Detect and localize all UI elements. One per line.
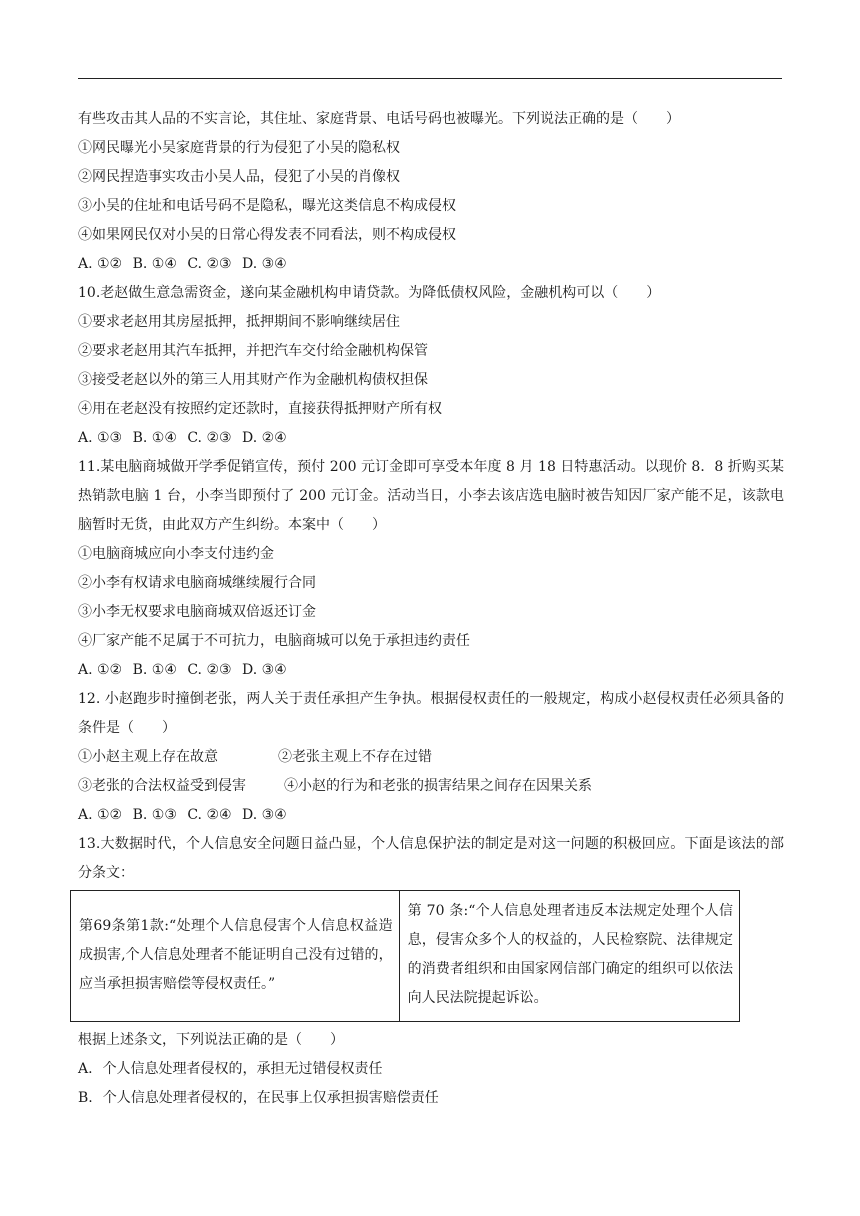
option-d: D. ②④ [242,430,287,446]
answer-options [78,801,784,830]
statement-row [78,743,784,772]
option-b: B. ①③ [132,807,177,823]
option-b: B. ①④ [132,662,177,678]
statement-item: ①网民曝光小吴家庭背景的行为侵犯了小吴的隐私权 [78,140,400,156]
question-12 [78,685,784,830]
statement-item: ①小赵主观上存在故意 [78,749,218,765]
question-stem: 有些攻击其人品的不实言论，其住址、家庭背景、电话号码也被曝光。下列说法正确的是（ ） [78,111,680,127]
law-articles-table [70,890,740,1022]
question-stem: 12. 小赵跑步时撞倒老张，两人关于责任承担产生争执。根据侵权责任的一般规定，构成小赵侵权责任必须具备的条件是（ ） [78,691,784,736]
option-b: B. ①④ [132,256,177,272]
answer-options [78,424,784,453]
statement-item: ④小赵的行为和老张的损害结果之间存在因果关系 [284,778,592,794]
question-stem: 10.老赵做生意急需资金，遂向某金融机构申请贷款。为降低债权风险，金融机构可以（ ） [78,285,661,301]
question-9 [78,105,784,279]
option-c: C. ②③ [187,256,232,272]
article-70-cell: 第 70 条:“个人信息处理者违反本法规定处理个人信息，侵害众多个人的权益的，人民检察院、法律规定的消费者组织和由国家网信部门确定的组织可以依法向人民法院提起诉讼。 [399,891,739,1022]
question-11 [78,453,784,685]
option-a: A. ①② [78,807,123,823]
article-69-cell: 第69条第1款:“处理个人信息侵害个人信息权益造成损害,个人信息处理者不能证明自己没有过错的，应当承担损害赔偿等侵权责任。” [71,891,400,1022]
statement-item: ③小吴的住址和电话号码不是隐私，曝光这类信息不构成侵权 [78,198,456,214]
question-stem: 13.大数据时代，个人信息安全问题日益凸显，个人信息保护法的制定是对这一问题的积极回应。下面是该法的部分条文： [78,836,784,881]
choice-label: A. [78,1061,93,1077]
choice-label: B. [78,1090,93,1106]
option-d: D. ③④ [242,256,287,272]
choice-a [78,1055,784,1084]
option-b: B. ①④ [132,430,177,446]
exam-page-content [78,105,784,1113]
choice-b [78,1084,784,1113]
option-d: D. ③④ [242,807,287,823]
table-row [71,891,740,1022]
statement-item: ②小李有权请求电脑商城继续履行合同 [78,575,316,591]
statement-item: ③接受老赵以外的第三人用其财产作为金融机构债权担保 [78,372,428,388]
header-rule [78,78,782,79]
option-a: A. ①② [78,256,123,272]
option-d: D. ③④ [242,662,287,678]
statement-item: ③小李无权要求电脑商城双倍返还订金 [78,604,316,620]
choice-text: 个人信息处理者侵权的，在民事上仅承担损害赔偿责任 [102,1090,439,1106]
statement-item: ①要求老赵用其房屋抵押，抵押期间不影响继续居住 [78,314,400,330]
choice-text: 个人信息处理者侵权的，承担无过错侵权责任 [102,1061,383,1077]
statement-item: ③老张的合法权益受到侵害 [78,778,246,794]
statement-item: ④如果网民仅对小吴的日常心得发表不同看法，则不构成侵权 [78,227,456,243]
answer-options [78,656,784,685]
option-a: A. ①② [78,662,123,678]
question-prompt: 根据上述条文，下列说法正确的是（ ） [78,1032,344,1048]
question-stem: 11.某电脑商城做开学季促销宣传，预付 200 元订金即可享受本年度 8 月 18 日特惠活动。以现价 8．8 折购买某热销款电脑 1 台，小李当即预付了 200 元订金。活动当日，小李去该店选电脑时被告知因厂家产能不足，该款电脑暂时无货，由此双方产生纠纷。本案中（ ） [78,459,784,533]
statement-item: ④厂家产能不足属于不可抗力，电脑商城可以免于承担违约责任 [78,633,470,649]
statement-item: ④用在老赵没有按照约定还款时，直接获得抵押财产所有权 [78,401,442,417]
option-c: C. ②④ [187,807,232,823]
option-c: C. ②③ [187,430,232,446]
option-c: C. ②③ [187,662,232,678]
statement-item: ②网民捏造事实攻击小吴人品，侵犯了小吴的肖像权 [78,169,400,185]
answer-options [78,250,784,279]
question-10 [78,279,784,453]
statement-item: ②要求老赵用其汽车抵押，并把汽车交付给金融机构保管 [78,343,428,359]
question-13 [78,830,784,1113]
statement-row [78,772,784,801]
statement-item: ②老张主观上不存在过错 [278,749,432,765]
option-a: A. ①③ [78,430,123,446]
statement-item: ①电脑商城应向小李支付违约金 [78,546,274,562]
